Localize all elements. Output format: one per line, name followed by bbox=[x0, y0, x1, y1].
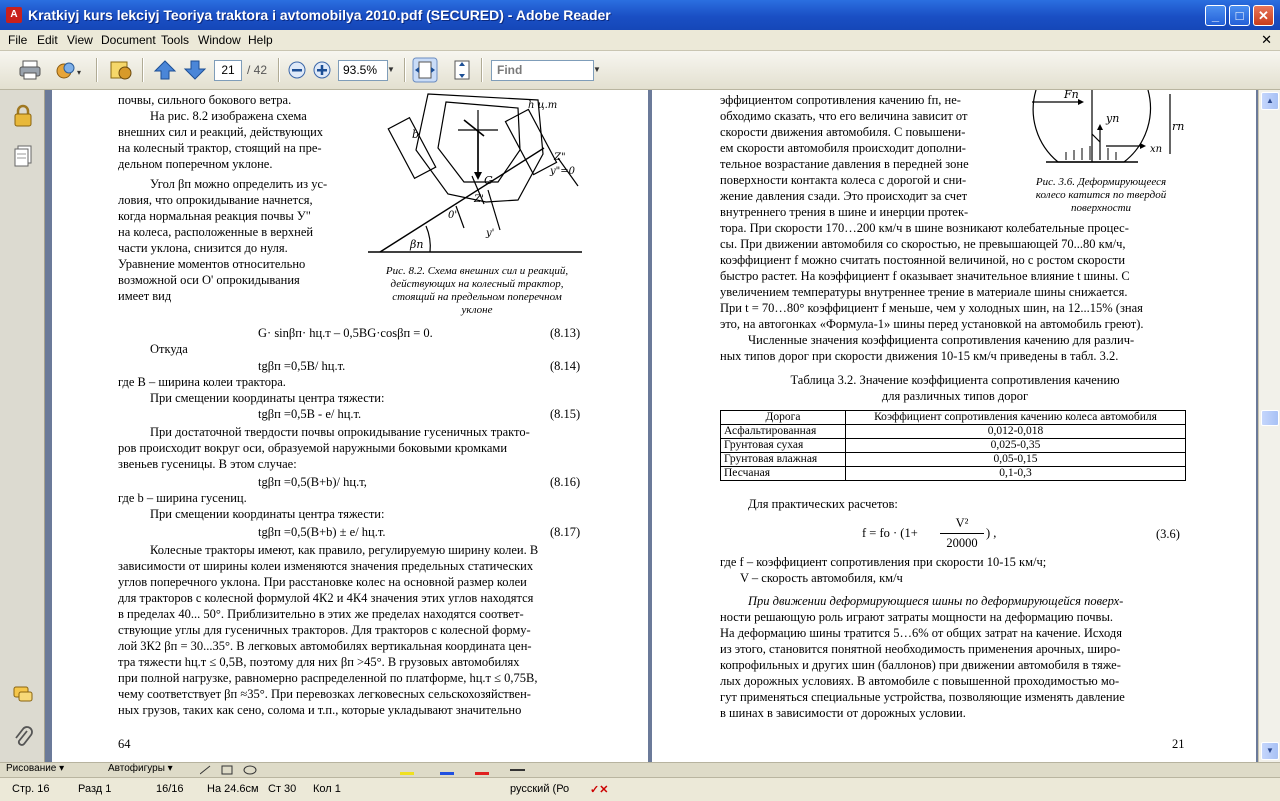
figure-label: rп bbox=[1172, 120, 1185, 133]
title-bar bbox=[0, 0, 1280, 30]
table-cell: Песчаная bbox=[721, 467, 846, 481]
toolbar-separator bbox=[481, 58, 483, 82]
maximize-button[interactable]: □ bbox=[1229, 5, 1250, 26]
equation-8-14: tgβп =0,5B/ hц.т. bbox=[258, 359, 346, 373]
print-icon[interactable] bbox=[18, 59, 42, 81]
toolbar-separator bbox=[278, 58, 280, 82]
text-line: где b – ширина гусениц. bbox=[118, 491, 247, 505]
window-title: Kratkiyj kurs lekciyj Teoriya traktora i avtomobilya 2010.pdf (SECURED) - Adobe Reader bbox=[28, 7, 611, 23]
adobe-reader-icon: A bbox=[6, 7, 22, 23]
text-line: быстро растет. На коэффициент f оказывает значительное влияние t шины. С bbox=[720, 269, 1130, 283]
text-line: где В – ширина колеи трактора. bbox=[118, 375, 286, 389]
text-line: углов поперечного уклона. При расстановке колес на основной размер колеи bbox=[118, 575, 527, 589]
text-line: Откуда bbox=[150, 342, 188, 356]
text-line: дельном поперечном уклоне. bbox=[118, 157, 273, 171]
scroll-up-icon[interactable]: ▲ bbox=[1261, 92, 1279, 110]
figure-label: 0' bbox=[448, 210, 458, 221]
status-language: русский (Ро bbox=[510, 783, 570, 795]
text-line: ных грузов, таких как сено, солома и т.п., которые укладывают значительно bbox=[118, 703, 522, 717]
table-cell: 0,1-0,3 bbox=[846, 467, 1186, 481]
text-line: Угол βп можно определить из ус- bbox=[150, 177, 328, 191]
text-line: гут применяться специальные устройства, позволяющие изменять давление bbox=[720, 690, 1125, 704]
text-line: тора. При скорости 170…200 км/ч в шине возникают колебательные процес- bbox=[720, 221, 1129, 235]
text-line: на колеса, расположенные в верхней bbox=[118, 225, 314, 239]
figure-label: βп bbox=[410, 238, 424, 251]
text-line: сы. При движении автомобиля со скоростью, не превышающей 70...80 км/ч, bbox=[720, 237, 1126, 251]
text-line: тра тяжести hц.т ≤ 0,5В, поэтому для них βп >45°. В грузовых автомобилях bbox=[118, 655, 520, 669]
text-line: ловия, что опрокидывание начнется, bbox=[118, 193, 313, 207]
equation-number: (8.17) bbox=[550, 525, 581, 539]
formula-denominator: 20000 bbox=[946, 536, 978, 550]
status-position: На 24.6см bbox=[207, 783, 259, 795]
table-cell: Грунтовая влажная bbox=[721, 453, 846, 467]
figure-label: G bbox=[484, 174, 493, 187]
table-header: Коэффициент сопротивления качению колеса автомобиля bbox=[846, 411, 1186, 425]
text-line: Для практических расчетов: bbox=[748, 497, 898, 511]
equation-8-15: tgβп =0,5B - e/ hц.т. bbox=[258, 407, 362, 421]
text-line: коэффициент f можно считать постоянной величиной, но с ростом скорости bbox=[720, 253, 1126, 267]
equation-8-16: tgβп =0,5(B+b)/ hц.т, bbox=[258, 475, 367, 489]
text-line: ности решающую роль играют затраты мощности на деформацию почвы. bbox=[720, 610, 1113, 624]
caption-line: уклоне bbox=[461, 304, 493, 316]
formula-lhs: f = fo · (1+ bbox=[862, 526, 918, 540]
vertical-scrollbar[interactable] bbox=[1258, 90, 1280, 762]
equation-number: (8.15) bbox=[550, 407, 581, 421]
menu-help[interactable]: Help bbox=[248, 33, 273, 47]
find-input[interactable]: Find bbox=[491, 60, 594, 81]
table-row bbox=[721, 425, 1186, 439]
table-cell: Грунтовая сухая bbox=[721, 439, 846, 453]
figure-label: xп bbox=[1150, 144, 1163, 155]
table-row bbox=[721, 467, 1186, 481]
scroll-thumb[interactable] bbox=[1261, 410, 1279, 426]
background-drawing-toolbar bbox=[0, 762, 1280, 777]
text-line: На деформацию шины тратится 5…6% от общих затрат на качение. Исходя bbox=[720, 626, 1123, 640]
table-cell: 0,012-0,018 bbox=[846, 425, 1186, 439]
figure-label: b bbox=[412, 128, 420, 141]
table-cell: 0,025-0,35 bbox=[846, 439, 1186, 453]
text-line: при полной нагрузке, равномерно распределенной по платформе, hц.т ≤ 0,75В, bbox=[118, 671, 538, 685]
text-line: для тракторов с колесной формулой 4К2 и 4К4 значения этих углов находятся bbox=[118, 591, 534, 605]
menu-view[interactable]: View bbox=[67, 33, 93, 47]
text-line: тельное возрастание давления в передней зоне bbox=[720, 157, 969, 171]
caption-line: колесо катится по твердой bbox=[1035, 189, 1167, 201]
table-row bbox=[721, 453, 1186, 467]
table-title: Таблица 3.2. Значение коэффициента сопротивления качению bbox=[790, 373, 1120, 387]
table-cell: Асфальтированная bbox=[721, 425, 846, 439]
caption-line: Рис. 8.2. Схема внешних сил и реакций, bbox=[385, 265, 569, 277]
tractor-forces-figure bbox=[368, 90, 590, 260]
text-line: в пределах 40... 50°. Приблизительно в этих же пределах находятся соответ- bbox=[118, 607, 524, 621]
formula-numerator: V² bbox=[955, 516, 969, 530]
autoshapes-menu[interactable]: Автофигуры ▾ bbox=[108, 763, 173, 774]
text-line: поверхности контакта колеса с дорогой и сни- bbox=[720, 173, 967, 187]
toolbar bbox=[0, 51, 1280, 90]
close-document-icon[interactable]: ✕ bbox=[1261, 32, 1272, 47]
text-line: на колесный трактор, стоящий на пре- bbox=[118, 141, 322, 155]
figure-caption bbox=[366, 265, 588, 317]
attachments-paperclip-icon[interactable] bbox=[12, 726, 34, 755]
text-line: увеличением температуры внутреннее трение в материале шины снижается. bbox=[720, 285, 1128, 299]
text-line: При движении деформирующиеся шины по деформирующейся поверх- bbox=[748, 594, 1124, 608]
comments-icon[interactable] bbox=[12, 684, 34, 711]
text-line: Численные значения коэффициента сопротивления качению для различ- bbox=[748, 333, 1135, 347]
pages-panel-icon[interactable] bbox=[12, 144, 34, 173]
text-line: жение давления сзади. Это происходит за счет bbox=[720, 189, 968, 203]
figure-label: yп bbox=[1106, 112, 1120, 125]
text-line: ров происходит вокруг оси, образуемой наружными боковыми кромками bbox=[118, 441, 508, 455]
fraction-bar bbox=[940, 533, 984, 534]
text-line: это, на автогонках «Формула-1» шины перед установкой на автомобиль греют). bbox=[720, 317, 1144, 331]
menu-file[interactable]: File bbox=[8, 33, 28, 47]
text-line: обходимо сказать, что его величина зависит от bbox=[720, 109, 968, 123]
table-header-row bbox=[721, 411, 1186, 425]
text-line: части уклона, снизится до нуля. bbox=[118, 241, 288, 255]
scroll-down-icon[interactable]: ▼ bbox=[1261, 742, 1279, 760]
text-line: в шинах в зависимости от дорожных условии. bbox=[720, 706, 966, 720]
text-line: из этого, становится понятной необходимость применения арочных, широ- bbox=[720, 642, 1121, 656]
drawing-menu[interactable]: Рисование ▾ bbox=[6, 763, 65, 774]
menu-document[interactable]: Document bbox=[101, 33, 156, 47]
text-line: При смещении координаты центра тяжести: bbox=[150, 391, 385, 405]
text-line: где f – коэффициент сопротивления при скорости 10-15 км/ч; bbox=[720, 555, 1047, 569]
security-lock-icon[interactable] bbox=[12, 104, 34, 133]
text-line: ствующие углы для гусеничных тракторов. Для тракторов с колесной форму- bbox=[118, 623, 531, 637]
text-line: когда нормальная реакция почвы У" bbox=[118, 209, 311, 223]
text-line: имеет вид bbox=[118, 289, 172, 303]
rolling-resistance-table bbox=[720, 410, 1186, 481]
caption-line: Рис. 3.6. Деформирующееся bbox=[1035, 176, 1167, 188]
toolbar-separator bbox=[142, 58, 144, 82]
page-number-input[interactable]: 21 bbox=[214, 60, 242, 81]
text-line: копрофильных и других шин (баллонов) при движении автомобиля в тяже- bbox=[720, 658, 1121, 672]
wheel-figure bbox=[1020, 90, 1190, 174]
text-line: ем скорости автомобиля происходит дополни- bbox=[720, 141, 966, 155]
text-line: чему соответствует βп ≈35°. При перевозках легковесных сельскохозяйствен- bbox=[118, 687, 531, 701]
text-line: При достаточной твердости почвы опрокидывание гусеничных тракто- bbox=[150, 425, 530, 439]
text-line: звеньев гусеницы. В этом случае: bbox=[118, 457, 297, 471]
equation-number: (3.6) bbox=[1156, 527, 1180, 541]
table-cell: 0,05-0,15 bbox=[846, 453, 1186, 467]
text-line: эффициентом сопротивления качению fп, не- bbox=[720, 93, 961, 107]
collaborate-icon[interactable] bbox=[54, 59, 84, 81]
text-line: При t = 70…80° коэффициент f меньше, чем у холодных шин, на 12...15% (зная bbox=[720, 301, 1143, 315]
close-button[interactable]: ✕ bbox=[1253, 5, 1274, 26]
text-line: Уравнение моментов относительно bbox=[118, 257, 306, 271]
text-line: возможной оси О' опрокидывания bbox=[118, 273, 300, 287]
figure-label: y"=0 bbox=[550, 166, 575, 177]
menu-window[interactable]: Window bbox=[198, 33, 241, 47]
zoom-input[interactable]: 93.5% bbox=[338, 60, 388, 81]
page-total: / 42 bbox=[247, 63, 268, 77]
menu-edit[interactable]: Edit bbox=[37, 33, 58, 47]
text-line: внутреннего трения в шине и инерции протек- bbox=[720, 205, 969, 219]
toolbar-separator bbox=[96, 58, 98, 82]
page-number: 64 bbox=[118, 737, 131, 751]
document-page-right bbox=[652, 90, 1256, 762]
zoom-dropdown-icon[interactable]: ▼ bbox=[387, 65, 395, 74]
text-line: ных типов дорог при скорости движения 10-15 км/ч приведены в табл. 3.2. bbox=[720, 349, 1119, 363]
status-section: Разд 1 bbox=[78, 783, 112, 795]
fit-page-icon[interactable] bbox=[450, 59, 474, 81]
figure-label: h ц.т bbox=[528, 100, 558, 111]
status-pages: 16/16 bbox=[156, 783, 184, 795]
status-bar bbox=[0, 777, 1280, 801]
table-title: для различных типов дорог bbox=[881, 389, 1029, 403]
zoom-out-icon[interactable] bbox=[287, 59, 307, 81]
formula-rhs: ) , bbox=[986, 526, 997, 540]
equation-number: (8.16) bbox=[550, 475, 581, 489]
status-column: Кол 1 bbox=[313, 783, 341, 795]
figure-caption bbox=[1016, 176, 1186, 215]
menu-tools[interactable]: Tools bbox=[161, 33, 190, 47]
navigation-sidebar bbox=[0, 90, 45, 762]
table-row bbox=[721, 439, 1186, 453]
text-line: почвы, сильного бокового ветра. bbox=[118, 93, 292, 107]
attach-lock-icon[interactable] bbox=[108, 59, 134, 81]
equation-number: (8.13) bbox=[550, 326, 581, 340]
figure-label: Z" bbox=[554, 152, 566, 163]
text-line: зависимости от ширины колеи изменяются значения предельных статических bbox=[118, 559, 534, 573]
equation-number: (8.14) bbox=[550, 359, 581, 373]
previous-page-icon[interactable] bbox=[153, 59, 177, 81]
text-line: внешних сил и реакций, действующих bbox=[118, 125, 324, 139]
text-line: V – скорость автомобиля, км/ч bbox=[740, 571, 903, 585]
text-line: скорости движения автомобиля. С повышени- bbox=[720, 125, 966, 139]
menu-bar bbox=[0, 30, 1280, 51]
next-page-icon[interactable] bbox=[183, 59, 207, 81]
document-page-left bbox=[52, 90, 648, 762]
toolbar-separator bbox=[404, 58, 406, 82]
text-line: На рис. 8.2 изображена схема bbox=[150, 109, 307, 123]
spelling-check-icon[interactable]: ✓✕ bbox=[590, 784, 609, 796]
equation-8-17: tgβп =0,5(B+b) ± e/ hц.т. bbox=[258, 525, 386, 539]
fit-width-icon[interactable] bbox=[412, 57, 438, 79]
find-dropdown-icon[interactable]: ▼ bbox=[593, 65, 601, 74]
text-line: Колесные тракторы имеют, как правило, регулируемую ширину колеи. В bbox=[150, 543, 539, 557]
zoom-in-icon[interactable] bbox=[312, 59, 332, 81]
caption-line: действующих на колесный трактор, bbox=[390, 278, 564, 290]
text-line: лых дорожных условиях. В автомобиле с повышенной проходимостью мо- bbox=[720, 674, 1120, 688]
svg-text:▾: ▾ bbox=[77, 68, 82, 77]
text-line: При смещении координаты центра тяжести: bbox=[150, 507, 385, 521]
equation-8-13: G· sinβп· hц.т – 0,5BG·cosβп = 0. bbox=[258, 326, 433, 340]
figure-label: Fп bbox=[1064, 90, 1079, 101]
status-line: Ст 30 bbox=[268, 783, 297, 795]
text-line: лой 3К2 βп = 30...35°. В легковых автомобилях вертикальная координата цен- bbox=[118, 639, 532, 653]
page-number: 21 bbox=[1172, 737, 1185, 751]
minimize-button[interactable]: _ bbox=[1205, 5, 1226, 26]
caption-line: стоящий на предельном поперечном bbox=[392, 291, 562, 303]
figure-label: Z' bbox=[474, 194, 484, 205]
document-area bbox=[45, 90, 1258, 762]
figure-label: y' bbox=[486, 228, 495, 239]
table-header: Дорога bbox=[721, 411, 846, 425]
status-page: Стр. 16 bbox=[12, 783, 50, 795]
caption-line: поверхности bbox=[1070, 202, 1132, 214]
drawing-tools-icons bbox=[200, 764, 620, 776]
